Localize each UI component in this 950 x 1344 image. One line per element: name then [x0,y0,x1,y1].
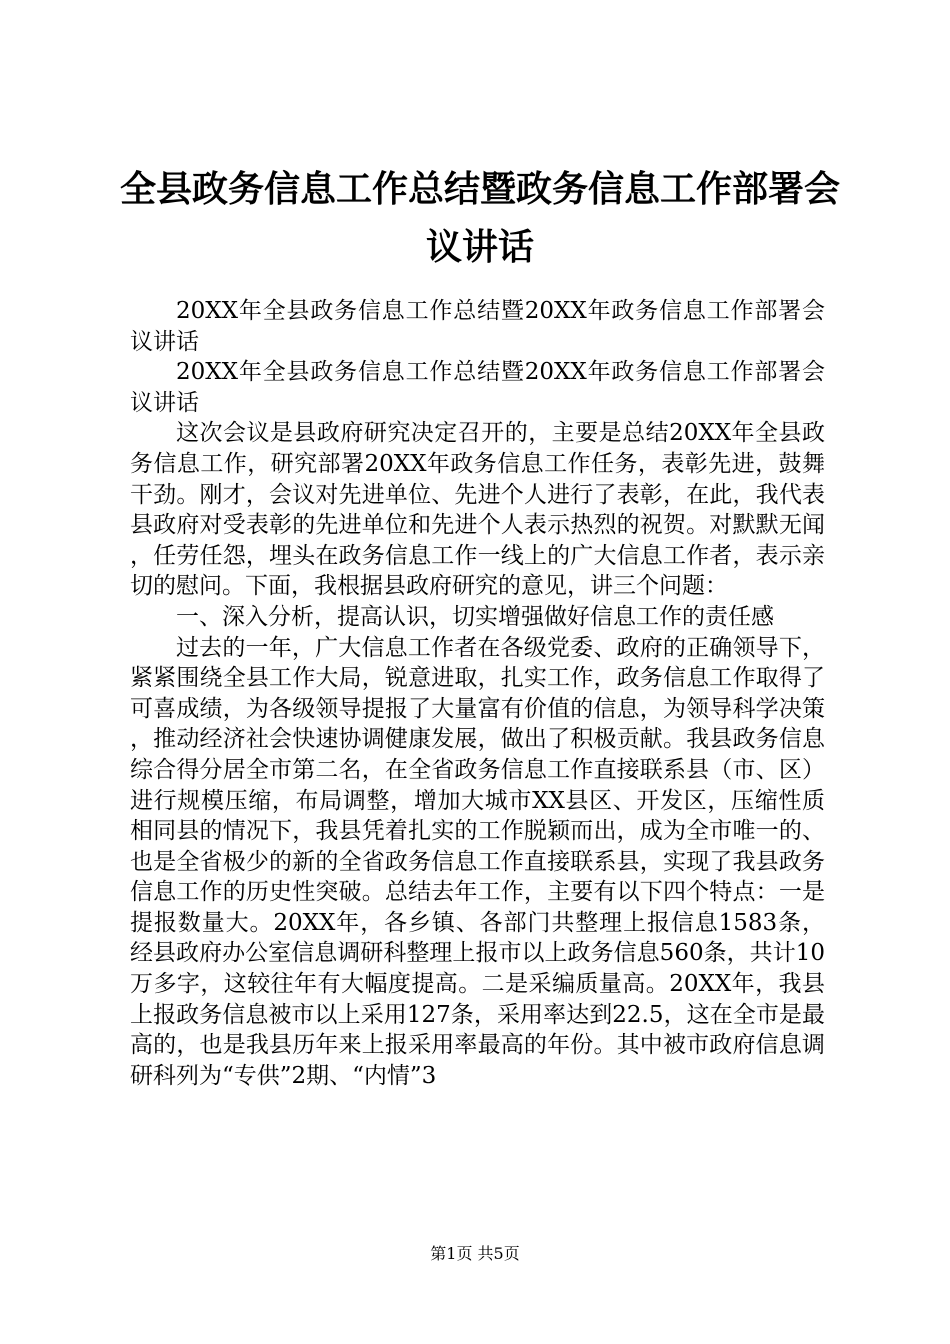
page-footer: 第1页 共5页 [430,1244,520,1263]
document-body [130,296,825,1091]
document-title: 全县政务信息工作总结暨政务信息工作部署会议讲话 [119,168,840,268]
section-heading-1: 一、深入分析，提高认识，切实增强做好信息工作的责任感 [176,603,774,630]
paragraph-intro: 这次会议是县政府研究决定召开的，主要是总结20XX年全县政务信息工作，研究部署20XX年政务信息工作任务，表彰先进，鼓舞干劲。刚才，会议对先进单位、先进个人进行了表彰，在此，我代表县政府对受表彰的先进单位和先进个人表示热烈的祝贺。对默默无闻，任劳任怨，埋头在政务信息工作一线上的广大信息工作者，表示亲切的慰问。下面，我根据县政府研究的意见，讲三个问题： [130,420,825,600]
paragraph-heading-repeat-2: 20XX年全县政务信息工作总结暨20XX年政务信息工作部署会议讲话 [130,359,825,416]
paragraph-heading-repeat-1: 20XX年全县政务信息工作总结暨20XX年政务信息工作部署会议讲话 [130,298,825,355]
paragraph-review: 过去的一年，广大信息工作者在各级党委、政府的正确领导下，紧紧围绕全县工作大局，锐意进取，扎实工作，政务信息工作取得了可喜成绩，为各级领导提报了大量富有价值的信息，为领导科学决策，推动经济社会快速协调健康发展，做出了积极贡献。我县政务信息综合得分居全市第二名，在全省政务信息工作直接联系县（市、区）进行规模压缩，布局调整，增加大城市XX县区、开发区，压缩性质相同县的情况下，我县凭着扎实的工作脱颖而出，成为全市唯一的、也是全省极少的新的全省政务信息工作直接联系县，实现了我县政务信息工作的历史性突破。总结去年工作，主要有以下四个特点：一是提报数量大。20XX年，各乡镇、各部门共整理上报信息1583条，经县政府办公室信息调研科整理上报市以上政务信息560条，共计10万多字，这较往年有大幅度提高。二是采编质量高。20XX年，我县上报政务信息被市以上采用127条，采用率达到22.5，这在全市是最高的，也是我县历年来上报采用率最高的年份。其中被市政府信息调研科列为“专供”2期、“内情”3 [130,634,825,1089]
